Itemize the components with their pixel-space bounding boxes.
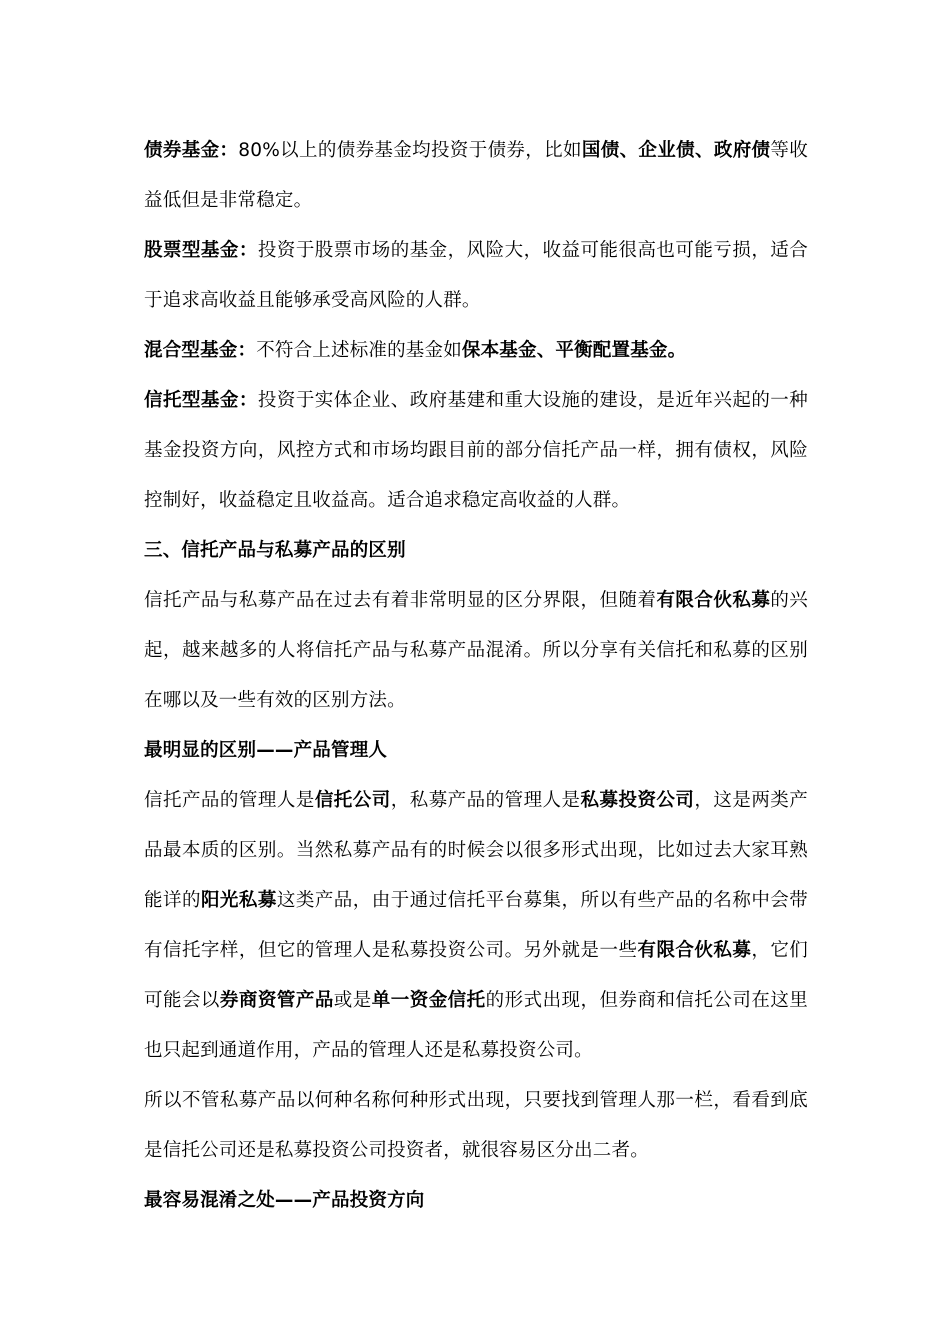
term-private-investment-company: 私募投资公司 bbox=[580, 790, 695, 811]
paragraph-trust-fund bbox=[144, 376, 808, 526]
text-run: ，它们可能会以 bbox=[144, 940, 809, 1011]
text-run: 或是 bbox=[333, 990, 372, 1011]
text-run: 这类产品，由于通过信托平台募集，所以有些产品的名称中会带有信托字样，但它的管理人是私募投资公司。另外就是一些 bbox=[144, 890, 808, 961]
term-bond-types: 国债、企业债、政府债 bbox=[581, 140, 771, 161]
text-run: 投资于股票市场的基金，风险大，收益可能很高也可能亏损，适合于追求高收益且能够承受高风险的人群。 bbox=[144, 240, 808, 311]
text-run: 80%以上的债券基金均投资于债券，比如 bbox=[238, 140, 582, 161]
term-single-fund-trust: 单一资金信托 bbox=[371, 990, 486, 1011]
text-run: 所以不管私募产品以何种名称何种形式出现，只要找到管理人那一栏，看看到底是信托公司还是私募投资公司投资者，就很容易区分出二者。 bbox=[144, 1090, 808, 1161]
text-run: 的形式出现，但券商和信托公司在这里也只起到通道作用，产品的管理人还是私募投资公司。 bbox=[144, 990, 808, 1061]
term-trust-fund: 信托型基金： bbox=[144, 390, 258, 411]
term-bond-fund: 债券基金： bbox=[144, 140, 239, 161]
term-stock-fund: 股票型基金： bbox=[144, 240, 258, 261]
paragraph-hybrid-fund bbox=[144, 326, 808, 376]
paragraph-section-intro bbox=[144, 576, 808, 726]
term-sunshine-private: 阳光私募 bbox=[200, 890, 277, 911]
text-run: 不符合上述标准的基金如 bbox=[256, 340, 462, 361]
section-heading-trust-vs-private: 三、信托产品与私募产品的区别 bbox=[144, 540, 406, 561]
term-limited-partnership-private: 有限合伙私募 bbox=[637, 940, 752, 961]
term-limited-partnership: 有限合伙私募 bbox=[656, 590, 771, 611]
text-run: 信托产品的管理人是 bbox=[144, 790, 315, 811]
document-body bbox=[144, 126, 808, 1226]
text-run: 等收益低但是非常稳定。 bbox=[144, 140, 808, 211]
term-hybrid-examples: 保本基金、平衡配置基金 bbox=[461, 340, 668, 361]
term-trust-company: 信托公司 bbox=[314, 790, 391, 811]
text-run: ，私募产品的管理人是 bbox=[390, 790, 581, 811]
text-run: ，这是两类产品最本质的区别。当然私募产品有的时候会以很多形式出现，比如过去大家耳熟能详的 bbox=[144, 790, 808, 911]
paragraph-bond-fund bbox=[144, 126, 808, 226]
text-run-period: 。 bbox=[667, 340, 687, 361]
paragraph-stock-fund bbox=[144, 226, 808, 326]
text-run: 的兴起，越来越多的人将信托产品与私募产品混淆。所以分享有关信托和私募的区别在哪以及一些有效的区别方法。 bbox=[144, 590, 808, 711]
text-run: 投资于实体企业、政府基建和重大设施的建设，是近年兴起的一种基金投资方向，风控方式和市场均跟目前的部分信托产品一样，拥有债权，风险控制好，收益稳定且收益高。适合追求稳定高收益的人群。 bbox=[144, 390, 808, 511]
paragraph-manager-conclusion bbox=[144, 1076, 808, 1176]
paragraph-product-manager bbox=[144, 776, 808, 1076]
subheading-investment-direction: 最容易混淆之处——产品投资方向 bbox=[144, 1190, 425, 1211]
text-run: 信托产品与私募产品在过去有着非常明显的区分界限，但随着 bbox=[144, 590, 657, 611]
term-broker-asset-management: 券商资管产品 bbox=[219, 990, 334, 1011]
subheading-product-manager: 最明显的区别——产品管理人 bbox=[144, 740, 388, 761]
term-hybrid-fund: 混合型基金： bbox=[144, 340, 257, 361]
